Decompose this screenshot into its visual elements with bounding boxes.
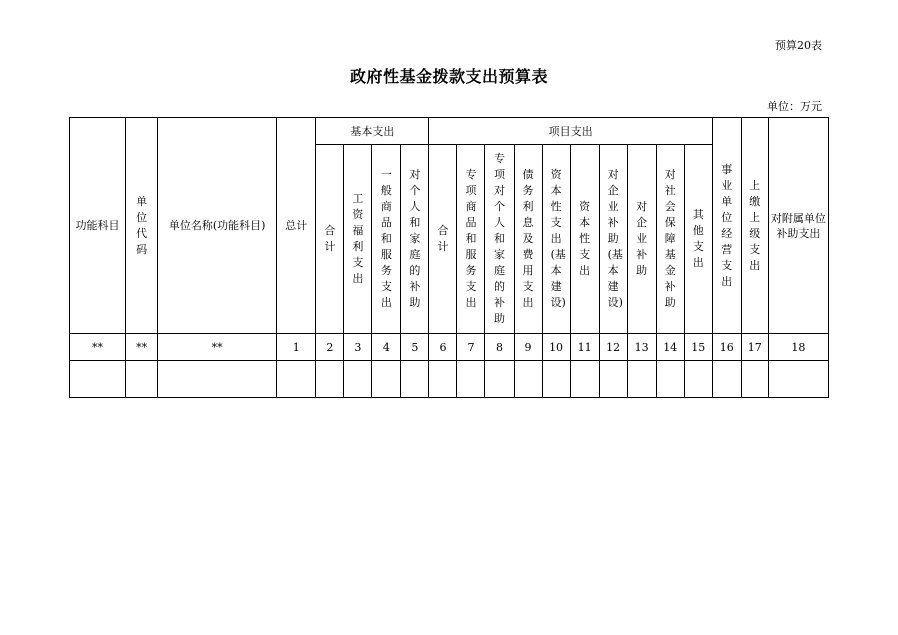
header-unit-code: 单位代码 — [126, 118, 158, 334]
header-row-group — [70, 118, 829, 145]
table-cell — [627, 361, 656, 398]
header-enterprise-capex: 对企业补助(基本建设) — [599, 145, 627, 334]
document-code: 预算20表 — [775, 39, 822, 52]
header-subordinate: 对附属单位补助支出 — [768, 118, 828, 334]
index-row — [70, 334, 829, 361]
table-cell — [712, 361, 741, 398]
header-goods-services: 一般商品和服务支出 — [372, 145, 401, 334]
header-personal-family: 对个人和家庭的补助 — [401, 145, 429, 334]
index-cell: ** — [126, 334, 158, 361]
header-remit-superior: 上缴上级支出 — [741, 118, 768, 334]
table-cell — [768, 361, 828, 398]
header-enterprise: 对企业补助 — [627, 145, 656, 334]
header-capital: 资本性支出 — [570, 145, 599, 334]
index-cell: ** — [158, 334, 277, 361]
index-cell: 16 — [712, 334, 741, 361]
index-cell: 11 — [570, 334, 599, 361]
table-cell — [158, 361, 277, 398]
header-total: 总计 — [277, 118, 316, 334]
table-cell — [514, 361, 542, 398]
table-cell — [316, 361, 344, 398]
header-project-expenditure: 项目支出 — [429, 118, 712, 145]
index-cell: 1 — [277, 334, 316, 361]
index-cell: 17 — [741, 334, 768, 361]
index-cell: 14 — [656, 334, 684, 361]
table-cell — [656, 361, 684, 398]
table-cell — [684, 361, 712, 398]
header-unit-name: 单位名称(功能科目) — [158, 118, 277, 334]
header-proj-goods: 专项商品和服务支出 — [457, 145, 485, 334]
header-business-unit: 事业单位经营支出 — [712, 118, 741, 334]
table-cell — [542, 361, 570, 398]
index-cell: 15 — [684, 334, 712, 361]
index-cell: 7 — [457, 334, 485, 361]
header-proj-total: 合计 — [429, 145, 457, 334]
table-cell — [126, 361, 158, 398]
header-social-security: 对社会保障基金补助 — [656, 145, 684, 334]
table-cell — [70, 361, 126, 398]
table-cell — [401, 361, 429, 398]
table-cell — [485, 361, 514, 398]
table-cell — [372, 361, 401, 398]
index-cell: 5 — [401, 334, 429, 361]
header-basic-expenditure: 基本支出 — [316, 118, 429, 145]
header-basic-total: 合计 — [316, 145, 344, 334]
header-proj-personal: 专项对个人和家庭的补助 — [485, 145, 514, 334]
header-capital-capex: 资本性支出(基本建设) — [542, 145, 570, 334]
table-cell — [429, 361, 457, 398]
index-cell: 10 — [542, 334, 570, 361]
index-cell: 18 — [768, 334, 828, 361]
budget-table — [69, 117, 829, 398]
table-cell — [570, 361, 599, 398]
index-cell: 2 — [316, 334, 344, 361]
header-func-subject: 功能科目 — [70, 118, 126, 334]
header-wages: 工资福利支出 — [344, 145, 372, 334]
empty-data-row — [70, 361, 829, 398]
index-cell: 4 — [372, 334, 401, 361]
table-cell — [457, 361, 485, 398]
table-cell — [277, 361, 316, 398]
index-cell: 6 — [429, 334, 457, 361]
header-debt-interest: 债务利息及费用支出 — [514, 145, 542, 334]
index-cell: ** — [70, 334, 126, 361]
table-cell — [344, 361, 372, 398]
header-other: 其他支出 — [684, 145, 712, 334]
index-cell: 9 — [514, 334, 542, 361]
index-cell: 13 — [627, 334, 656, 361]
index-cell: 3 — [344, 334, 372, 361]
index-cell: 8 — [485, 334, 514, 361]
table-cell — [741, 361, 768, 398]
index-cell: 12 — [599, 334, 627, 361]
page-title: 政府性基金拨款支出预算表 — [349, 67, 548, 86]
table-cell — [599, 361, 627, 398]
unit-label: 单位：万元 — [767, 100, 822, 113]
